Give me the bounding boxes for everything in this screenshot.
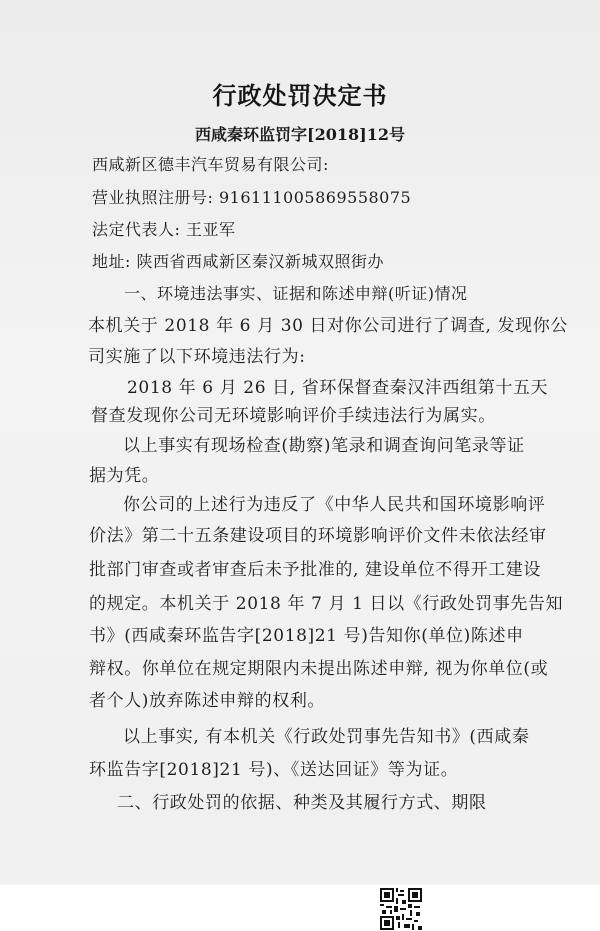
section2-heading: 二、行政处罚的依据、种类及其履行方式、期限 (117, 793, 487, 813)
paragraph-line: 司实施了以下环境违法行为: (88, 347, 306, 367)
document-number: 西咸秦环监罚字[2018]12号 (195, 125, 405, 144)
paragraph-line: 据为凭。 (89, 466, 160, 486)
document-title: 行政处罚决定书 (212, 81, 388, 110)
paragraph-line: 辩权。你单位在规定期限内未提出陈述申辩, 视为你单位(或 (89, 659, 549, 679)
qr-code-icon (380, 888, 422, 930)
party-address: 地址: 陕西省西咸新区秦汉新城双照街办 (92, 252, 384, 271)
paragraph-line: 以上事实, 有本机关《行政处罚事先告知书》(西咸秦 (123, 727, 530, 747)
paragraph-line: 价法》第二十五条建设项目的环境影响评价文件未依法经审 (89, 526, 547, 546)
paragraph-line: 者个人)放弃陈述申辩的权利。 (89, 691, 326, 711)
paragraph-line: 的规定。本机关于 2018 年 7 月 1 日以《行政处罚事先告知 (89, 594, 564, 614)
paragraph-line: 书》(西咸秦环监告字[2018]21 号)告知你(单位)陈述申 (89, 626, 524, 646)
paragraph-line: 2018 年 6 月 26 日, 省环保督查秦汉沣西组第十五天 (127, 378, 549, 398)
paragraph-line: 你公司的上述行为违反了《中华人民共和国环境影响评 (123, 495, 546, 515)
paragraph-line: 本机关于 2018 年 6 月 30 日对你公司进行了调查, 发现你公 (88, 316, 568, 336)
party-name: 西咸新区德丰汽车贸易有限公司: (92, 155, 329, 174)
paragraph-line: 督查发现你公司无环境影响评价手续违法行为属实。 (91, 406, 496, 426)
legal-representative: 法定代表人: 王亚军 (92, 220, 236, 239)
paragraph-line: 批部门审查或者审查后未予批准的, 建设单位不得开工建设 (89, 560, 542, 580)
license-number: 营业执照注册号: 916111005869558075 (92, 188, 412, 207)
section1-heading: 一、环境违法事实、证据和陈述申辩(听证)情况 (124, 284, 468, 303)
paragraph-line: 以上事实有现场检查(勘察)笔录和调查询问笔录等证 (123, 436, 525, 456)
paragraph-line: 环监告字[2018]21 号)、《送达回证》等为证。 (89, 760, 459, 780)
